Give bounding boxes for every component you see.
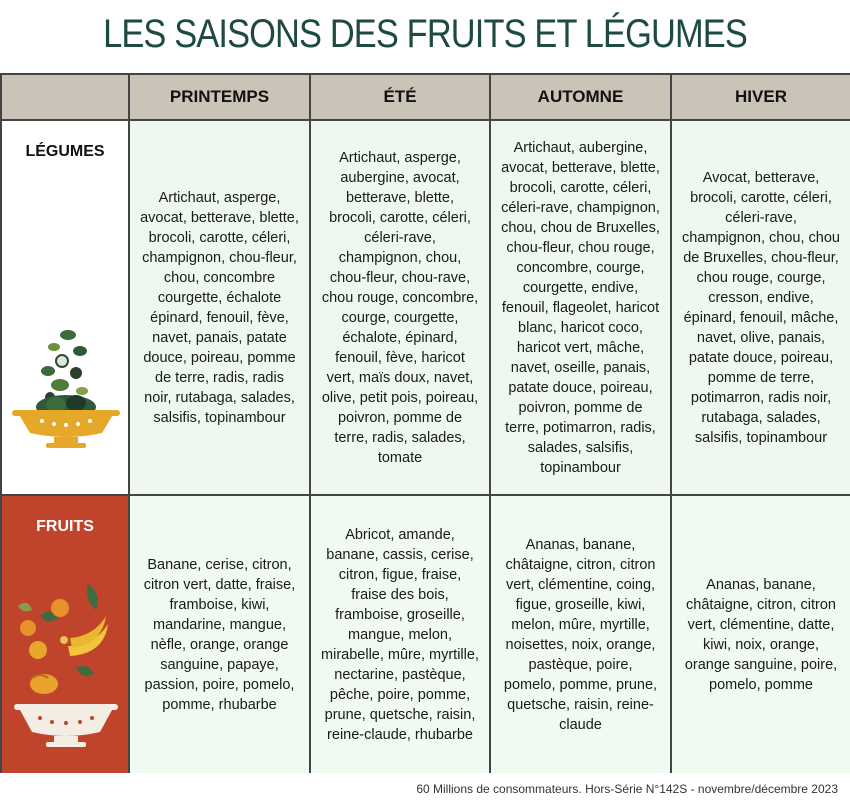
cell-fruits-printemps: Banane, cerise, citron, citron vert, datte, fraise, framboise, kiwi, mandarine, mangue, nèfle, orange, orange sanguine, papaye, passion, poire, pomelo, pomme, rhubarbe: [128, 494, 309, 773]
cell-legumes-automne: Artichaut, aubergine, avocat, betterave, blette, brocoli, carotte, céleri, céleri-rave, champignon, chou, chou de Bruxelles, chou-fleur, chou rouge, concombre, courge, courgette, endive, fenouil, flageolet, haricot blanc, haricot coco, haricot vert, mâche, navet, oseille, panais, patate douce, poireau, poivron, pomme de terre, potimarron, radis, salades, salsifis, topinambour: [489, 119, 670, 494]
row-label-fruits: [0, 494, 128, 773]
header-corner: [0, 73, 128, 119]
cell-legumes-hiver: Avocat, betterave, brocoli, carotte, céleri, céleri-rave, champignon, chou, chou de Bruxelles, chou-fleur, chou rouge, courge, cresson, endive, épinard, fenouil, mâche, navet, olive, panais, patate douce, poireau, pomme de terre, potimarron, radis noir, rutabaga, salades, salsifis, topinambour: [670, 119, 850, 494]
row-label-text: LÉGUMES: [25, 143, 105, 160]
seasons-table: [0, 73, 850, 773]
page-title: LES SAISONS DES FRUITS ET LÉGUMES: [103, 12, 747, 56]
vegetables-colander-illustration: [10, 321, 122, 456]
row-label-legumes: [0, 119, 128, 494]
column-header-hiver: HIVER: [670, 73, 850, 119]
cell-fruits-automne: Ananas, banane, châtaigne, citron, citron vert, clémentine, coing, figue, groseille, kiwi, melon, mûre, myrtille, noisettes, noix, orange, pastèque, poire, pomelo, pomme, prune, quetsche, raisin, reine-claude: [489, 494, 670, 773]
cell-fruits-ete: Abricot, amande, banane, cassis, cerise, citron, figue, fraise, fraise des bois, framboise, groseille, mangue, melon, mirabelle, mûre, myrtille, nectarine, pastèque, pêche, poire, pomme, prune, quetsche, raisin, reine-claude, rhubarbe: [309, 494, 489, 773]
source-credit: 60 Millions de consommateurs. Hors-Série N°142S - novembre/décembre 2023: [416, 782, 838, 796]
column-header-ete: ÉTÉ: [309, 73, 489, 119]
cell-fruits-hiver: Ananas, banane, châtaigne, citron, citron vert, clémentine, datte, kiwi, noix, orange, orange sanguine, poire, pomelo, pomme: [670, 494, 850, 773]
column-header-automne: AUTOMNE: [489, 73, 670, 119]
cell-legumes-ete: Artichaut, asperge, aubergine, avocat, betterave, blette, brocoli, carotte, céleri, céleri-rave, champignon, chou, chou-fleur, chou-rave, chou rouge, concombre, courge, courgette, échalote, épinard, fenouil, fève, haricot vert, maïs doux, navet, olive, petit pois, poireau, poivron, pomme de terre, radis, salades, tomate: [309, 119, 489, 494]
column-header-printemps: PRINTEMPS: [128, 73, 309, 119]
cell-legumes-printemps: Artichaut, asperge, avocat, betterave, blette, brocoli, carotte, céleri, champignon, chou-fleur, chou, concombre courgette, échalote épinard, fenouil, fève, navet, panais, patate douce, poireau, pomme de terre, radis, radis noir, rutabaga, salades, salsifis, topinambour: [128, 119, 309, 494]
row-label-text: FRUITS: [36, 518, 94, 535]
fruits-colander-illustration: [10, 576, 122, 756]
